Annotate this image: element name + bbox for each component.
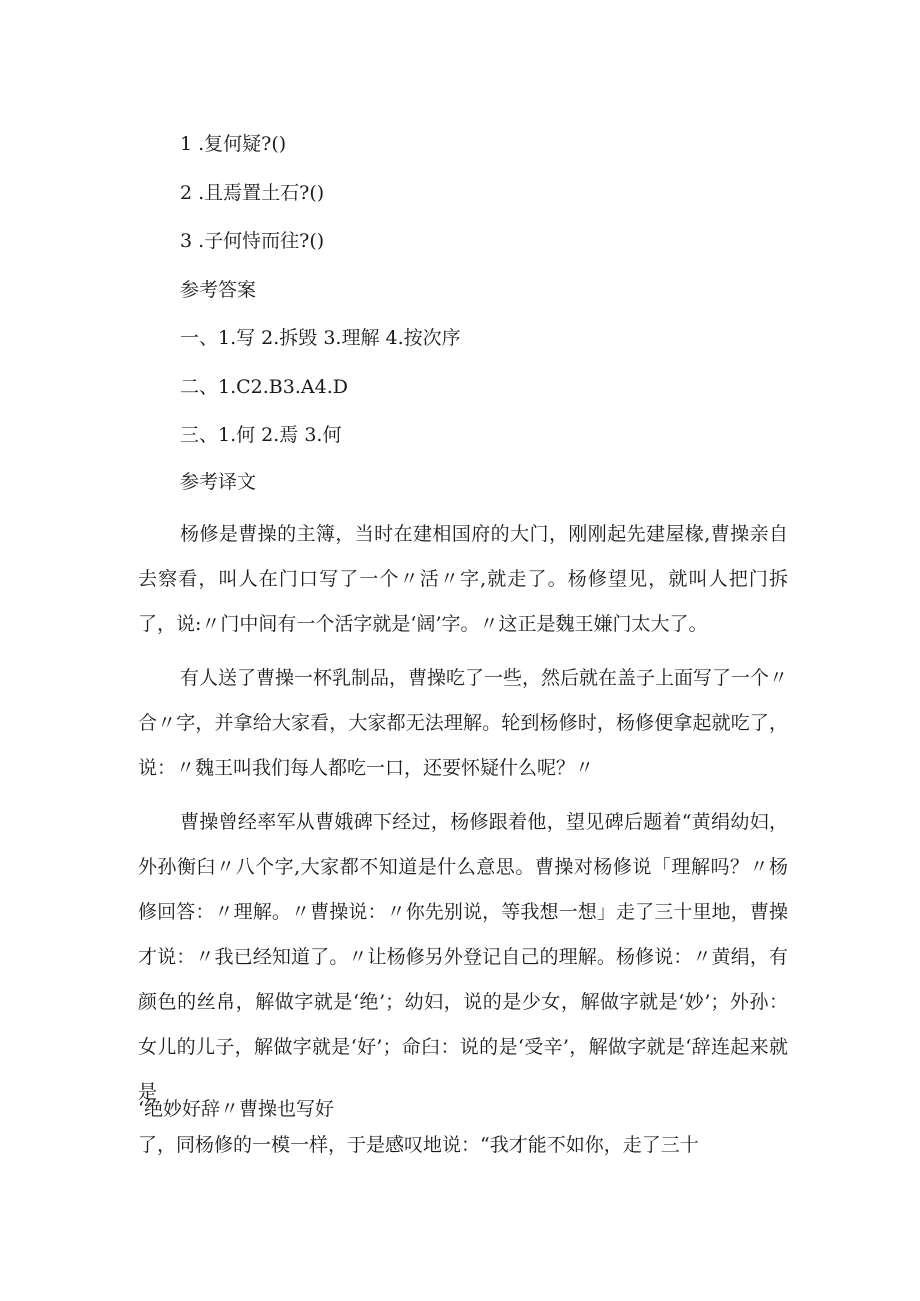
answer-section-2: 二、1.C2.B3.A4.D (180, 376, 348, 398)
question-2: 2 .且焉置土石?() (180, 182, 325, 204)
translation-tail-line-1: ‘绝妙好辞〃曹操也写好 (138, 1098, 335, 1120)
translation-heading: 参考译文 (180, 471, 257, 493)
answer-section-1: 一、1.写 2.拆毁 3.理解 4.按次序 (180, 327, 461, 349)
translation-paragraph-3: 曹操曾经率军从曹娥碑下经过，杨修跟着他，望见碑后题着“黄绢幼妇，外孙衡臼〃八个字,大家都不知道是什么意思。曹操对杨修说「理解吗？〃杨修回答：〃理解。〃曹操说：〃你先别说，等我想一想」走了三十里地，曹操才说：〃我已经知道了。〃让杨修另外登记自己的理解。杨修说：〃黄绢，有颜色的丝帛，解做字就是‘绝’；幼妇，说的是少女，解做字就是‘妙’；外孙：女儿的儿子，解做字就是‘好’；命臼：说的是‘受辛’，解做字就是‘辞连起来就是 (138, 811, 788, 1103)
question-1: 1 .复何疑?() (180, 133, 287, 155)
answers-heading: 参考答案 (180, 279, 257, 301)
translation-paragraph-1: 杨修是曹操的主簿，当时在建相国府的大门，刚刚起先建屋椽,曹操亲自去察看，叫人在门口写了一个〃活〃字,就走了。杨修望见，就叫人把门拆了，说:〃门中间有一个活字就是‘阔’字。〃这正是魏王嫌门太大了。 (138, 523, 788, 635)
question-3: 3 .子何恃而往?() (180, 230, 325, 252)
translation-tail-line-2: 了，同杨修的一模一样，于是感叹地说：“我才能不如你，走了三十 (138, 1134, 699, 1156)
answer-section-3: 三、1.何 2.焉 3.何 (180, 424, 342, 446)
translation-paragraph-2: 有人送了曹操一杯乳制品，曹操吃了一些，然后就在盖子上面写了一个〃合〃字，并拿给大家看，大家都无法理解。轮到杨修时，杨修便拿起就吃了，说：〃魏王叫我们每人都吃一口，还要怀疑什么呢？〃 (138, 667, 789, 779)
